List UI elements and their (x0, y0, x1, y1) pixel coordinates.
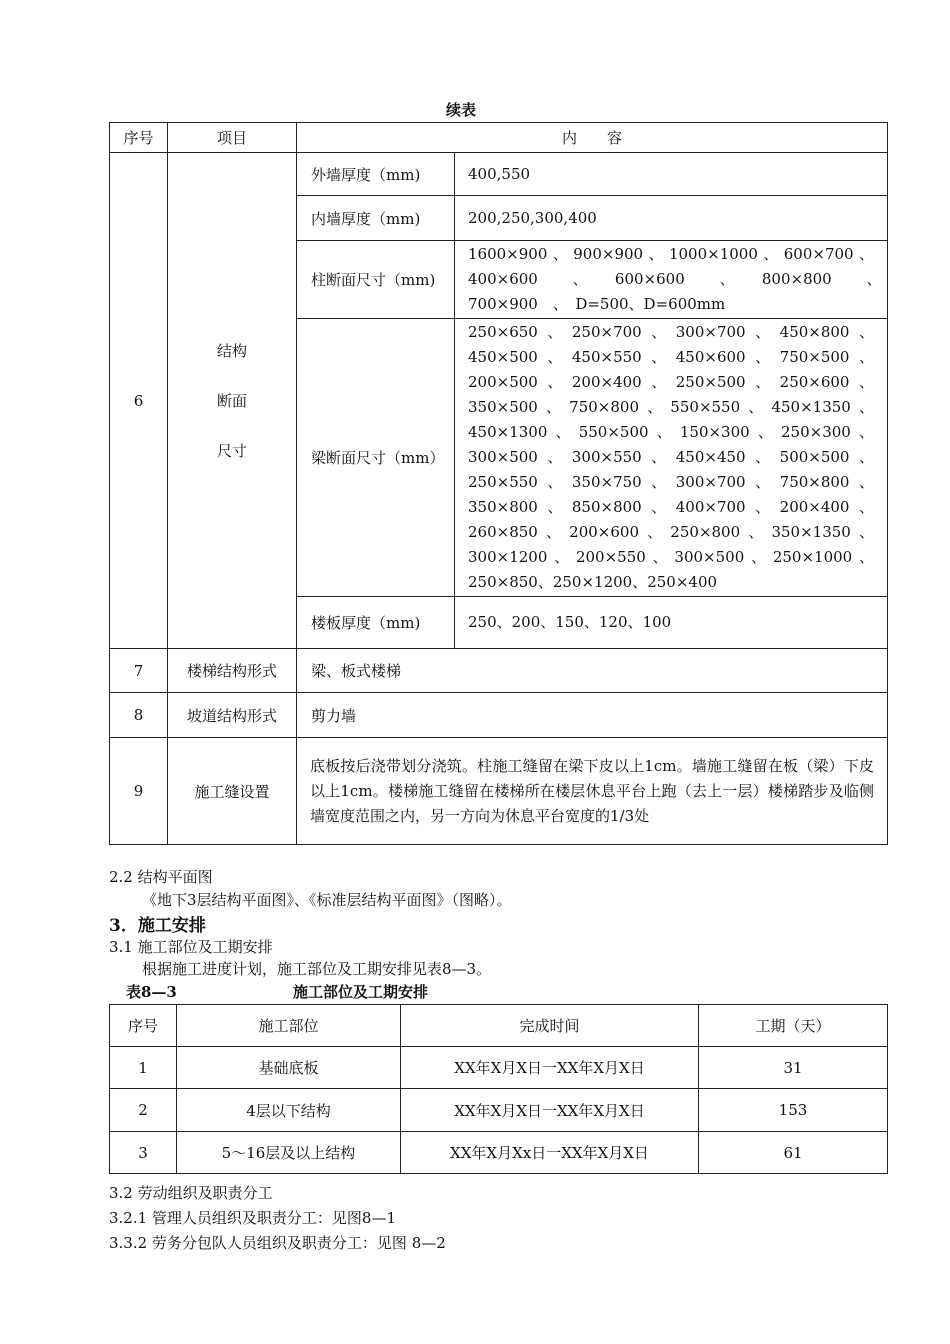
row6-no: 6 (110, 153, 168, 649)
row7-content: 梁、板式楼梯 (297, 649, 888, 693)
row6-item (168, 153, 297, 649)
subrow-value: 1600×900、900×900、1000×1000、600×700、400×600 、 600×600 、 800×800 、 700×900 、 D=500、D=600mm (455, 241, 888, 319)
table-row (110, 649, 888, 693)
table-row (110, 153, 888, 196)
header-cell: 完成时间 (401, 1005, 699, 1047)
table-cell: 61 (699, 1132, 888, 1174)
subrow-label: 梁断面尺寸（mm） (297, 319, 455, 597)
row8-item: 坡道结构形式 (168, 693, 297, 738)
table-cell: 153 (699, 1089, 888, 1132)
section-2-2-text: 《地下3层结构平面图》、《标准层结构平面图》（图略）。 (142, 891, 512, 909)
structure-table (109, 122, 888, 845)
table-cell: XX年X月Xx日一XX年X月X日 (401, 1132, 699, 1174)
table-row (110, 738, 888, 845)
subrow-label: 楼板厚度（mm) (297, 597, 455, 649)
section-3-2-title: 3.2 劳动组织及职责分工 (109, 1184, 273, 1202)
section-3-3-2-text: 3.3.2 劳务分包队人员组织及职责分工：见图 8—2 (109, 1234, 446, 1252)
row9-item: 施工缝设置 (168, 738, 297, 845)
row9-no: 9 (110, 738, 168, 845)
subrow-label: 内墙厚度（mm) (297, 196, 455, 241)
table-cell: XX年X月X日一XX年X月X日 (401, 1047, 699, 1089)
table2-title: 施工部位及工期安排 (293, 983, 429, 1001)
header-cell: 施工部位 (177, 1005, 401, 1047)
table-cell: 1 (110, 1047, 177, 1089)
table-row (110, 1089, 888, 1132)
row6-item-line: 结构 (216, 341, 247, 360)
header-item: 项目 (168, 123, 297, 153)
section-3-1-title: 3.1 施工部位及工期安排 (109, 938, 273, 956)
section-2-2-title: 2.2 结构平面图 (109, 868, 213, 886)
subrow-label: 柱断面尺寸（mm) (297, 241, 455, 319)
row7-no: 7 (110, 649, 168, 693)
table-cell: 3 (110, 1132, 177, 1174)
subrow-label: 外墙厚度（mm) (297, 153, 455, 196)
subrow-value: 250×650、250×700、300×700、450×800、450×500、450×550、450×600、750×500、200×500、200×400、250×500、250×600、350×500、750×800、550×550、450×1350、450×1300、550×500、150×300、250×300、300×500、300×550、450×450、500×500、250×550、350×750、300×700、750×800、350×800、850×800、400×700、200×400、260×850、200×600、250×800、350×1350、300×1200、200×550、300×500、250×1000、250×850、250×1200、250×400 (455, 319, 888, 597)
header-cell: 工期（天） (699, 1005, 888, 1047)
row6-item-line: 尺寸 (216, 441, 247, 460)
table-cell: 31 (699, 1047, 888, 1089)
row6-item-line: 断面 (216, 391, 247, 410)
schedule-table (109, 1004, 888, 1174)
subrow-value: 400,550 (455, 153, 888, 196)
table-cell: 5～16层及以上结构 (177, 1132, 401, 1174)
row9-content: 底板按后浇带划分浇筑。柱施工缝留在梁下皮以上1cm。墙施工缝留在板（梁）下皮以上1cm。楼梯施工缝留在楼梯所在楼层休息平台上跑（去上一层）楼梯踏步及临侧墙宽度范围之内，另一方向为休息平台宽度的1/3处 (297, 738, 888, 845)
section-3-title: 3．施工安排 (109, 916, 206, 936)
section-3-2-1-text: 3.2.1 管理人员组织及职责分工：见图8—1 (109, 1209, 397, 1227)
row8-content: 剪力墙 (297, 693, 888, 738)
table-cell: XX年X月X日一XX年X月X日 (401, 1089, 699, 1132)
table-row (110, 693, 888, 738)
table-caption: 续表 (445, 101, 476, 119)
row7-item: 楼梯结构形式 (168, 649, 297, 693)
table-cell: 4层以下结构 (177, 1089, 401, 1132)
header-cell: 序号 (110, 1005, 177, 1047)
row8-no: 8 (110, 693, 168, 738)
table-header-row (110, 1005, 888, 1047)
table-header-row (110, 123, 888, 153)
table-row (110, 1047, 888, 1089)
table-cell: 2 (110, 1089, 177, 1132)
subrow-value: 200,250,300,400 (455, 196, 888, 241)
table-cell: 基础底板 (177, 1047, 401, 1089)
section-3-1-text: 根据施工进度计划，施工部位及工期安排见表8—3。 (142, 960, 492, 978)
table-row (110, 1132, 888, 1174)
subrow-value: 250、200、150、120、100 (455, 597, 888, 649)
header-content: 内 容 (297, 123, 888, 153)
table2-label: 表8—3 (126, 983, 177, 1001)
header-no: 序号 (110, 123, 168, 153)
